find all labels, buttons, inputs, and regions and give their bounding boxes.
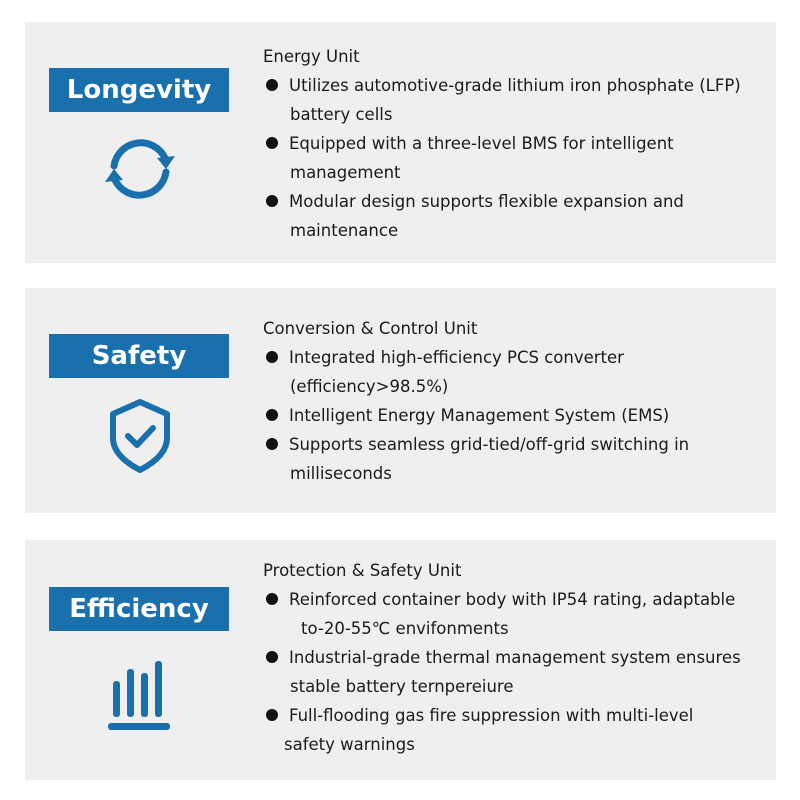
item-text: Intelligent Energy Management System (EMS)	[289, 406, 670, 425]
item-text-continued: to-20-55℃ envifonments	[301, 619, 509, 638]
panel-efficiency	[25, 540, 776, 780]
item-text: Utilizes automotive-grade lithium iron phosphate (LFP)	[289, 76, 741, 95]
item-text-continued: safety warnings	[284, 735, 415, 754]
list-item	[263, 401, 689, 430]
item-text: Integrated high-efficiency PCS converter	[289, 348, 624, 367]
panel-longevity	[25, 22, 776, 263]
list-item	[263, 129, 741, 187]
item-text: Reinforced container body with IP54 rating, adaptable	[289, 590, 736, 609]
item-text-continued: stable battery ternpereiure	[290, 677, 514, 696]
content	[263, 314, 689, 488]
list-item	[263, 585, 741, 643]
list-item	[263, 643, 741, 701]
section-heading: Energy Unit	[263, 47, 360, 66]
item-text-continued: battery cells	[290, 105, 393, 124]
item-text: Equipped with a three-level BMS for intelligent	[289, 134, 674, 153]
section-heading: Protection & Safety Unit	[263, 561, 462, 580]
content	[263, 556, 741, 759]
list-item	[263, 701, 741, 759]
bar-chart-icon	[95, 645, 185, 735]
item-text: Modular design supports flexible expansion and	[289, 192, 684, 211]
list-item	[263, 343, 689, 401]
item-text: Full-flooding gas fire suppression with multi-level	[289, 706, 694, 725]
item-text: Industrial-grade thermal management system ensures	[289, 648, 741, 667]
badge-label: Longevity	[49, 68, 229, 112]
item-text-continued: (efficiency>98.5%)	[290, 377, 449, 396]
section-heading: Conversion & Control Unit	[263, 319, 478, 338]
item-text-continued: maintenance	[290, 221, 399, 240]
content	[263, 42, 741, 245]
panel-safety	[25, 288, 776, 513]
badge-label: Safety	[49, 334, 229, 378]
refresh-icon	[95, 124, 185, 214]
list-item	[263, 71, 741, 129]
item-text-continued: milliseconds	[290, 464, 392, 483]
item-text-continued: management	[290, 163, 401, 182]
badge-label: Efficiency	[49, 587, 229, 631]
item-text: Supports seamless grid-tied/off-grid switching in	[289, 435, 690, 454]
list-item	[263, 430, 689, 488]
shield-check-icon	[95, 390, 185, 480]
list-item	[263, 187, 741, 245]
